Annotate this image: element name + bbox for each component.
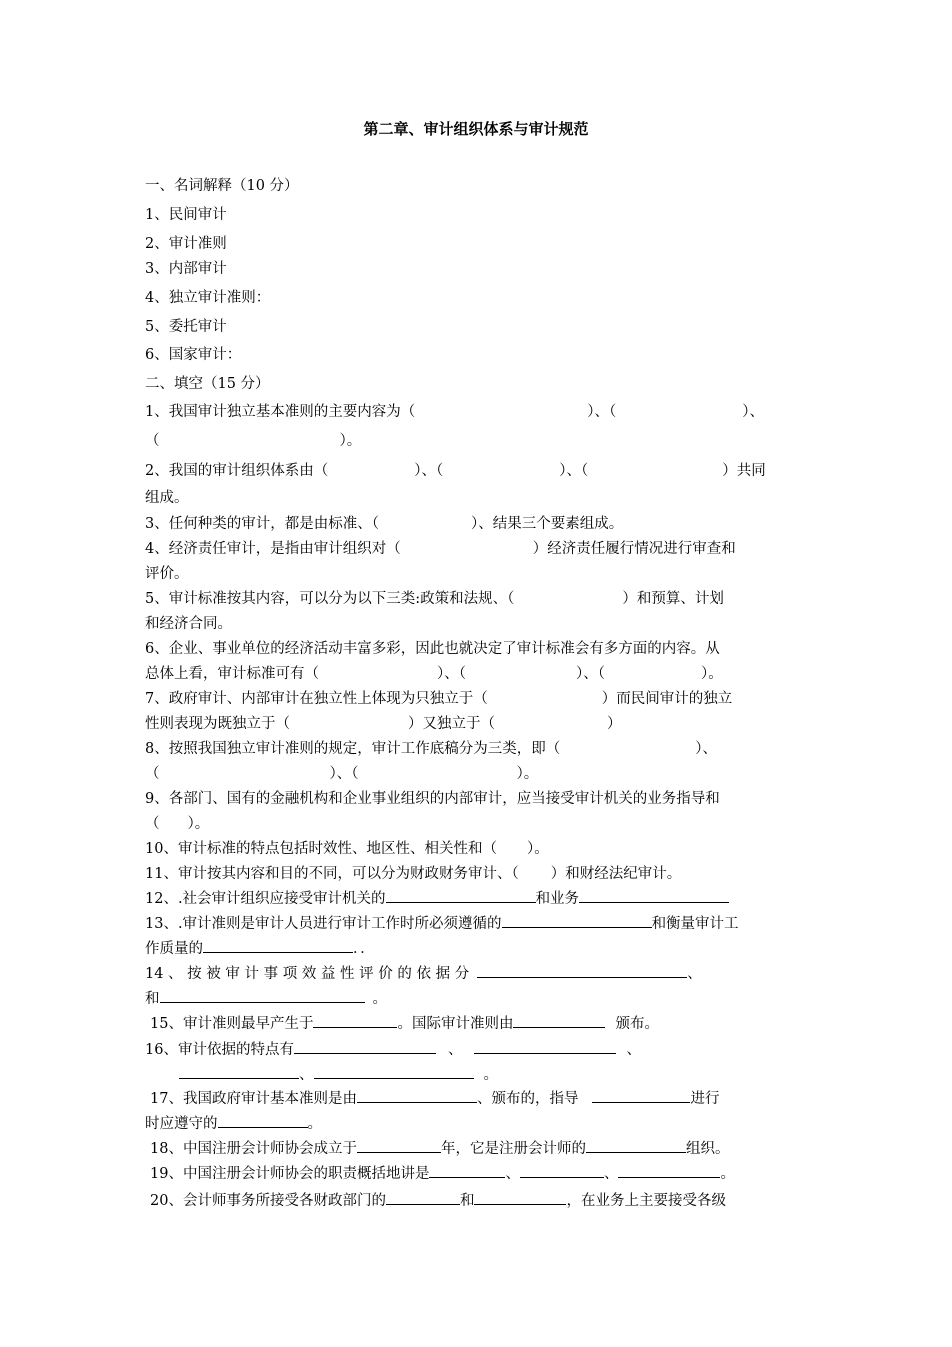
question-8: 8、按照我国独立审计准则的规定，审计工作底稿分为三类，即（ ）、: [145, 741, 717, 757]
question-5-cont: 和经济合同。: [145, 616, 232, 632]
question-16: 16、审计依据的特点有 、 、: [145, 1038, 810, 1063]
question-1-cont: （ ）。: [145, 433, 362, 449]
question-14: 14 、 按 被 审 计 事 项 效 益 性 评 价 的 依 据 分 、: [145, 962, 810, 987]
answer-blank[interactable]: [429, 1162, 505, 1178]
answer-blank[interactable]: [579, 887, 729, 903]
answer-blank[interactable]: [513, 1012, 605, 1028]
question-4: 4、经济责任审计，是指由审计组织对（ ）经济责任履行情况进行审查和: [145, 541, 736, 557]
question-19: 19、中国注册会计师协会的职责概括地讲是 、 、 。: [150, 1162, 815, 1187]
question-1: 1、我国审计独立基本准则的主要内容为（ ）、（ ）、: [145, 404, 764, 420]
question-8-cont: （ ）、（ ）。: [145, 766, 539, 782]
answer-blank[interactable]: [218, 1112, 308, 1128]
answer-blank[interactable]: [203, 937, 353, 953]
answer-blank[interactable]: [294, 1038, 436, 1054]
question-13-cont: 作质量的 ．．: [145, 937, 810, 962]
question-15: 15、审计准则最早产生于 。国际审计准则由 颁布。: [150, 1012, 815, 1037]
section-heading-fill-in: 二、填空（15 分）: [145, 376, 270, 392]
definition-item: 4、独立审计准则：: [145, 290, 271, 306]
question-7-cont: 性则表现为既独立于（ ）又独立于（ ）: [145, 716, 622, 732]
answer-blank[interactable]: [357, 1087, 477, 1103]
answer-blank[interactable]: [179, 1063, 299, 1079]
question-17-cont: 时应遵守的 。: [145, 1112, 810, 1137]
answer-blank[interactable]: [477, 962, 687, 978]
question-17: 17、我国政府审计基本准则是由 、颁布的，指导 进行: [150, 1087, 810, 1112]
question-13: 13、.审计准则是审计人员进行审计工作时所必须遵循的 和衡量审计工: [145, 912, 810, 937]
question-18: 18、中国注册会计师协会成立于 年，它是注册会计师的 组织。: [150, 1137, 815, 1162]
definition-item: 3、内部审计: [145, 261, 227, 277]
answer-blank[interactable]: [474, 1038, 616, 1054]
definition-item: 5、委托审计: [145, 319, 227, 335]
answer-blank[interactable]: [592, 1087, 690, 1103]
question-12: 12、.社会审计组织应接受审计机关的 和业务: [145, 887, 810, 912]
answer-blank[interactable]: [618, 1162, 720, 1178]
answer-blank[interactable]: [474, 1189, 566, 1205]
question-3: 3、任何种类的审计，都是由标准、（ ）、结果三个要素组成。: [145, 516, 624, 532]
question-20: 20、会计师事务所接受各财政部门的 和 ，在业务上主要接受各级: [150, 1189, 810, 1214]
question-11: 11、审计按其内容和目的不同，可以分为财政财务审计、（ ）和财经法纪审计。: [145, 866, 682, 882]
answer-blank[interactable]: [520, 1162, 604, 1178]
answer-blank[interactable]: [160, 987, 365, 1003]
question-9: 9、各部门、国有的金融机构和企业事业组织的内部审计，应当接受审计机关的业务指导和: [145, 791, 720, 807]
question-2-cont: 组成。: [145, 490, 189, 506]
answer-blank[interactable]: [357, 1137, 441, 1153]
question-2: 2、我国的审计组织体系由（ ）、（ ）、（ ）共同: [145, 463, 766, 479]
question-10: 10、审计标准的特点包括时效性、地区性、相关性和（ ）。: [145, 841, 549, 857]
question-7: 7、政府审计、内部审计在独立性上体现为只独立于（ ）而民间审计的独立: [145, 691, 733, 707]
question-5: 5、审计标准按其内容，可以分为以下三类:政策和法规、（ ）和预算、计划: [145, 591, 724, 607]
section-heading-definitions: 一、名词解释（10 分）: [145, 178, 299, 194]
question-4-cont: 评价。: [145, 566, 189, 582]
definition-item: 6、国家审计：: [145, 347, 242, 363]
answer-blank[interactable]: [586, 1137, 686, 1153]
question-6: 6、企业、事业单位的经济活动丰富多彩，因此也就决定了审计标准会有多方面的内容。从: [145, 641, 720, 657]
question-14-cont: 和 。: [145, 987, 810, 1012]
definition-item: 1、民间审计: [145, 207, 227, 223]
definition-item: 2、审计准则: [145, 236, 227, 252]
answer-blank[interactable]: [314, 1063, 474, 1079]
answer-blank[interactable]: [502, 912, 652, 928]
question-6-cont: 总体上看，审计标准可有（ ）、（ ）、（ ）。: [145, 666, 723, 682]
question-16-cont: 、 。: [145, 1063, 810, 1088]
page-title: 第二章、审计组织体系与审计规范: [363, 120, 589, 138]
answer-blank[interactable]: [386, 887, 536, 903]
answer-blank[interactable]: [386, 1189, 460, 1205]
answer-blank[interactable]: [313, 1012, 397, 1028]
question-9-cont: （ ）。: [145, 816, 210, 832]
